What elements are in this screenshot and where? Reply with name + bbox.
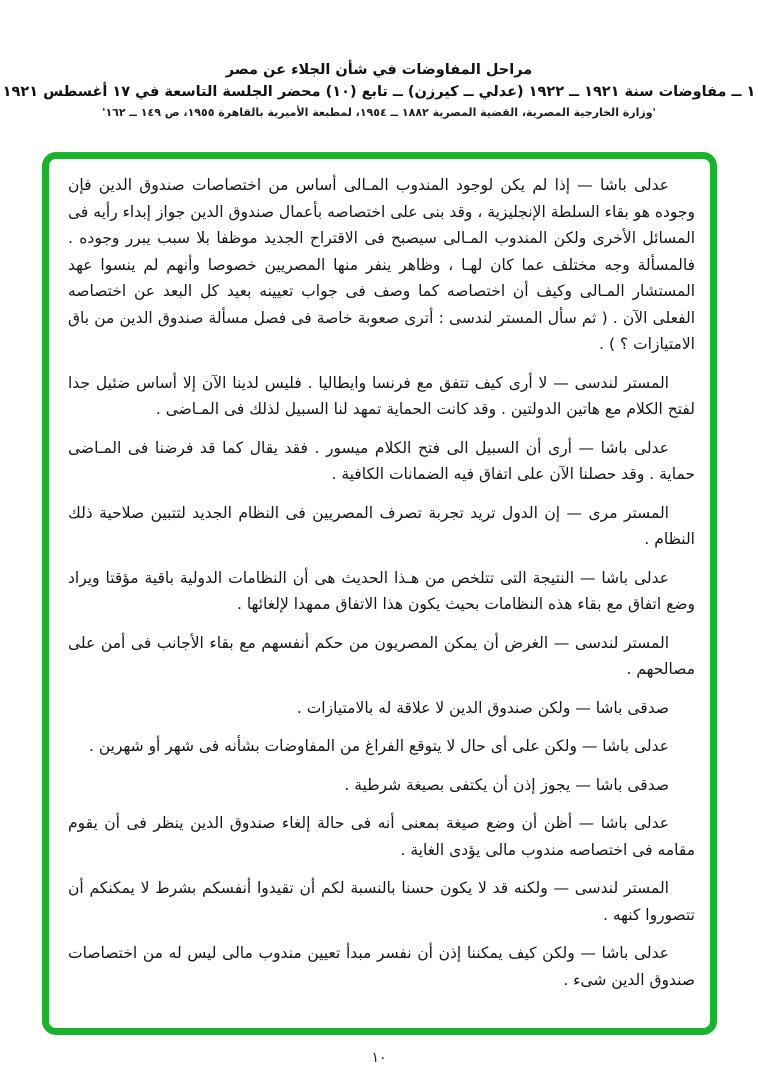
dialogue-body	[68, 172, 695, 993]
dialogue-paragraph: عدلى باشا — ولكن على أى حال لا يتوقع الفراغ من المفاوضات بشأنه فى شهر أو شهرين .	[88, 737, 669, 755]
document-source-citation: 'وزارة الخارجية المصرية، القضية المصرية ١٨٨٢ ــ ١٩٥٤، لمطبعة الأميرية بالقاهرة ١٩٥٥، ص ١٤٩ ــ ١٦٢'	[102, 106, 656, 119]
dialogue-paragraph: عدلى باشا — أرى أن السبيل الى فتح الكلام ميسور . فقد يقال كما قد فرضنا فى المـاضى حماية . وقد حصلنا الآن على اتفاق فيه الضمانات الكافية .	[68, 438, 695, 483]
annotation-frame	[42, 152, 717, 1035]
page-number: ١٠	[371, 1050, 387, 1066]
dialogue-paragraph: عدلى باشا — النتيجة التى تتلخص من هـذا الحديث هى أن النظامات الدولية باقية مؤقتا ويراد وضع اتفاق مع بقاء هذه النظامات بحيث يكون هذا الاتفاق ممهدا لإلغائها .	[68, 568, 695, 613]
document-title: مراحل المفاوضات في شأن الجلاء عن مصر	[225, 62, 533, 78]
dialogue-paragraph: المستر لندسى — الغرض أن يمكن المصريون من حكم أنفسهم مع بقاء الأجانب فى أمن على مصالحهم .	[68, 633, 695, 678]
document-subtitle: ١ ــ مفاوضات سنة ١٩٢١ ــ ١٩٢٢ (عدلي ــ كيرزن) ــ تابع (١٠) محضر الجلسة التاسعة في ١٧ أغسطس ١٩٢١	[2, 84, 756, 100]
dialogue-paragraph: المستر مرى — إن الدول تريد تجربة تصرف المصريين فى النظام الجديد لتتبين صلاحية ذلك النظام .	[68, 503, 695, 548]
dialogue-paragraph: المستر لندسى — ولكنه قد لا يكون حسنا بالنسبة لكم أن تقيدوا أنفسكم بشرط لا يمكنكم أن تتصوروا كنهه .	[68, 879, 695, 924]
dialogue-paragraph: عدلى باشا — ولكن كيف يمكننا إذن أن نفسر مبدأ تعيين مندوب مالى ليس له من اختصاصات صندوق الدين شىء .	[68, 944, 695, 989]
dialogue-paragraph: المستر لندسى — لا أرى كيف تتفق مع فرنسا وايطاليا . فليس لدينا الآن إلا أساس ضئيل جدا لفتح الكلام مع هاتين الدولتين . وقد كانت الحماية تمهد لنا السبيل لذلك فى المـاضى .	[68, 373, 695, 418]
dialogue-paragraph: صدقى باشا — يجوز إذن أن يكتفى بصيغة شرطية .	[344, 775, 669, 794]
document-header	[0, 62, 758, 119]
dialogue-paragraph: عدلى باشا — إذا لم يكن لوجود المندوب المـالى أساس من اختصاصات صندوق الدين فإن وجوده هو بقاء السلطة الإنجليزية ، وقد بنى على اختصاصه بأعمال صندوق الدين جواز إبداء رأيه فى المسائل الأخرى ولكن المندوب المـالى سيصبح فى الاقتراح الجديد موظفا بلا سبب يبرر وجوده . فالمسألة وجه مختلف عما كان لهـا ، وظاهر ينفر منها المصريين خصوصا وأنهم لم ينسوا عهد المستشار المـالى وكيف أن اختصاصه كما وصف فى جواب تعيينه بعيد كل البعد عن اختصاصه الفعلى الآن . ( ثم سأل المستر لندسى : أترى صعوبة خاصة فى فصل مسألة صندوق الدين من باق الامتيازات ؟ ) .	[68, 176, 695, 353]
dialogue-paragraph: صدقى باشا — ولكن صندوق الدين لا علاقة له بالامتيازات .	[296, 698, 669, 717]
dialogue-paragraph: عدلى باشا — أظن أن وضع صيغة بمعنى أنه فى حالة إلغاء صندوق الدين ينظر فى أن يقوم مقامه فى اختصاصه مندوب مالى يؤدى الغاية .	[68, 814, 695, 859]
